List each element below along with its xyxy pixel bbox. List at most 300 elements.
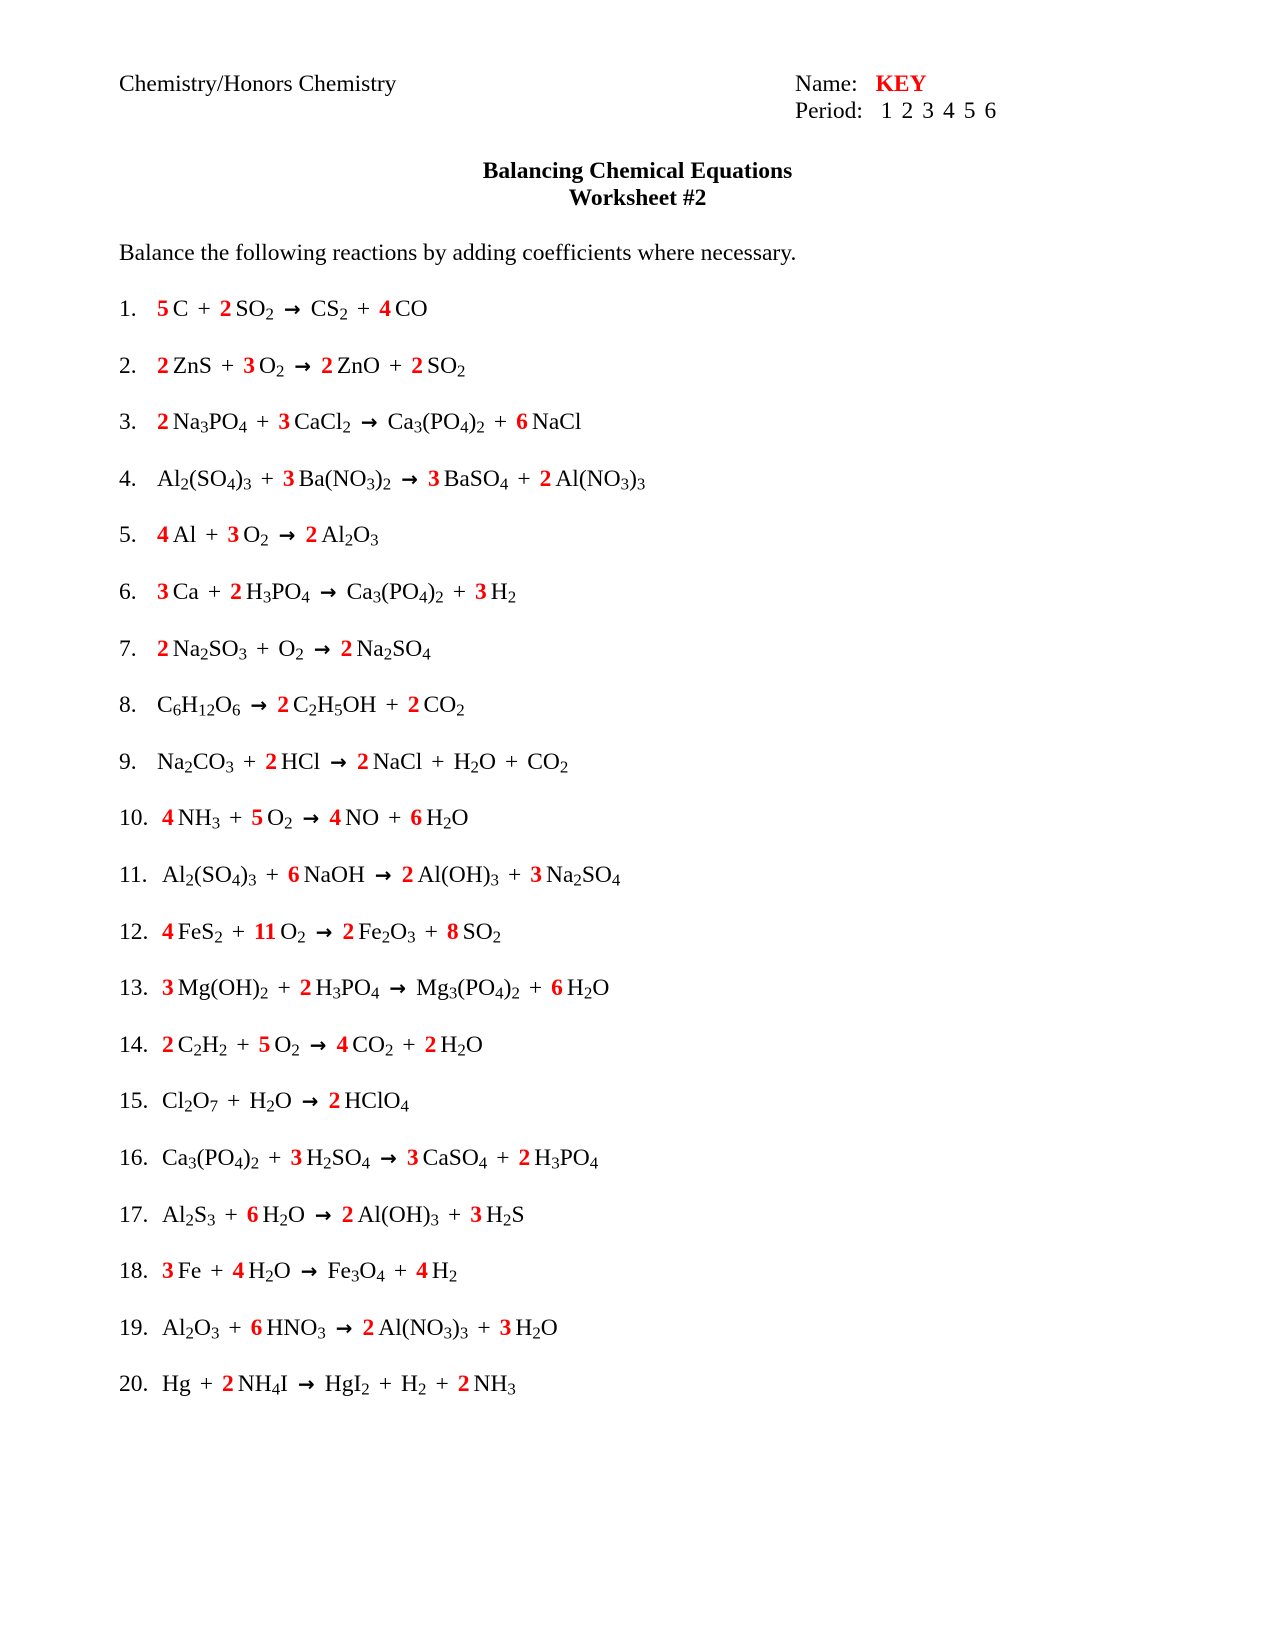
chemical-formula: HCl bbox=[280, 748, 321, 775]
coefficient: 2 bbox=[341, 1201, 354, 1228]
chemical-formula: $CS_2$ bbox=[310, 296, 348, 324]
chemical-formula: $H_2O$ bbox=[249, 1088, 292, 1117]
equation-item bbox=[119, 1143, 645, 1200]
right-arrow-icon: → bbox=[297, 1372, 315, 1397]
equation-number: 15. bbox=[119, 1088, 149, 1115]
equation-term bbox=[249, 1088, 292, 1117]
equation-term bbox=[162, 1202, 215, 1228]
equation-term bbox=[401, 1371, 426, 1397]
equation-item bbox=[119, 973, 645, 1030]
equation-item bbox=[119, 1200, 645, 1257]
chemical-formula: $H_3PO_4$ bbox=[534, 1144, 599, 1173]
coefficient: 4 bbox=[232, 1258, 245, 1285]
coefficient: 2 bbox=[340, 635, 353, 662]
chemical-formula: $C_6H_{12}O_6$ bbox=[157, 692, 241, 720]
equation-number: 19. bbox=[119, 1314, 149, 1341]
chemical-formula: NaOH bbox=[303, 861, 365, 888]
coefficient: 2 bbox=[518, 1144, 531, 1171]
plus-sign: + bbox=[227, 1088, 241, 1115]
coefficient: 2 bbox=[401, 861, 414, 888]
equation-number: 1. bbox=[119, 296, 137, 322]
equation-term bbox=[162, 919, 223, 945]
equation-item bbox=[119, 1086, 645, 1143]
equation-term bbox=[162, 862, 257, 888]
right-arrow-icon: → bbox=[309, 1032, 327, 1057]
chemical-formula: BaSO$_4$ bbox=[443, 465, 509, 494]
plus-sign: + bbox=[504, 748, 519, 775]
chemical-formula: $O_2$ bbox=[243, 522, 269, 551]
equation-term bbox=[516, 409, 581, 435]
coefficient: 4 bbox=[162, 918, 174, 945]
chemical-formula: $H_3PO_4$ bbox=[315, 975, 380, 1003]
chemical-formula: $O_2$ bbox=[280, 918, 306, 947]
equation-term bbox=[290, 1145, 370, 1171]
plus-sign: + bbox=[424, 918, 438, 945]
equation-item bbox=[119, 1030, 645, 1087]
chemical-formula: $Al(NO_3)_3$ bbox=[555, 465, 646, 494]
coefficient: 6 bbox=[287, 861, 300, 888]
equation-term bbox=[475, 579, 516, 605]
equation-term bbox=[519, 1145, 599, 1171]
plus-sign: + bbox=[256, 409, 270, 436]
equation-term bbox=[500, 1315, 558, 1341]
plus-sign: + bbox=[256, 635, 270, 662]
coefficient: 2 bbox=[539, 465, 552, 492]
equation-term bbox=[341, 636, 431, 662]
instructions: Balance the following reactions by adding coefficients where necessary. bbox=[119, 240, 797, 266]
period-options bbox=[863, 98, 996, 124]
equation-item bbox=[119, 1369, 645, 1426]
chemical-formula: $H_2O$ bbox=[453, 748, 496, 777]
name-value: KEY bbox=[875, 71, 927, 97]
equation-term bbox=[402, 862, 499, 888]
plus-sign: + bbox=[388, 352, 403, 379]
plus-sign: + bbox=[402, 1031, 416, 1058]
plus-sign: + bbox=[435, 1371, 449, 1398]
plus-sign: + bbox=[507, 861, 522, 888]
chemical-formula: $Fe_2O_3$ bbox=[358, 918, 416, 947]
equation-term bbox=[162, 1371, 191, 1397]
equation-item bbox=[119, 407, 645, 464]
title-line-2: Worksheet #2 bbox=[568, 185, 707, 211]
chemical-formula: $H_2O$ bbox=[440, 1031, 483, 1060]
coefficient: 4 bbox=[329, 805, 342, 832]
coefficient: 6 bbox=[410, 805, 423, 832]
coefficient: 3 bbox=[282, 465, 295, 492]
equation-term bbox=[327, 1258, 384, 1284]
plus-sign: + bbox=[197, 296, 211, 322]
coefficient: 2 bbox=[342, 918, 355, 945]
chemical-formula: NaCl bbox=[531, 409, 582, 436]
plus-sign: + bbox=[231, 918, 246, 945]
chemical-formula: FeS$_2$ bbox=[177, 918, 223, 947]
equation-number: 10. bbox=[119, 805, 149, 832]
equation-number: 2. bbox=[119, 352, 137, 379]
equation-term bbox=[470, 1202, 524, 1228]
plus-sign: + bbox=[378, 1371, 393, 1398]
equation-term bbox=[162, 1088, 219, 1117]
equation-item bbox=[119, 577, 645, 634]
chemical-formula: $NH_4I$ bbox=[237, 1371, 288, 1399]
chemical-formula: $Al(OH)_3$ bbox=[357, 1201, 439, 1230]
right-arrow-icon: → bbox=[315, 919, 333, 944]
right-arrow-icon: → bbox=[330, 749, 347, 774]
period-option-1: 1 bbox=[880, 98, 893, 124]
equation-term bbox=[342, 1202, 439, 1228]
coefficient: 2 bbox=[407, 692, 420, 719]
equation-term bbox=[157, 466, 252, 492]
chemical-formula: $Al_2O_3$ bbox=[162, 1314, 220, 1343]
chemical-formula: $H_2SO_4$ bbox=[306, 1144, 371, 1173]
plus-sign: + bbox=[229, 805, 243, 832]
equation-term bbox=[157, 522, 196, 548]
chemical-formula: NaCl bbox=[372, 748, 423, 775]
coefficient: 2 bbox=[230, 578, 242, 605]
equation-term bbox=[329, 805, 379, 831]
chemical-formula: $Na_2SO_4$ bbox=[356, 635, 431, 664]
chemical-formula: $Cl_2O_7$ bbox=[162, 1088, 219, 1117]
plus-sign: + bbox=[228, 1314, 242, 1341]
equation-term bbox=[342, 919, 415, 945]
coefficient: 3 bbox=[406, 1144, 419, 1171]
chemical-formula: $Ba(NO_3)_2$ bbox=[298, 465, 392, 494]
chemical-formula: $HNO_3$ bbox=[266, 1314, 326, 1343]
coefficient: 6 bbox=[246, 1201, 259, 1228]
equation-number: 4. bbox=[119, 465, 137, 492]
chemical-formula: $Ca_3(PO_4)_2$ bbox=[162, 1144, 260, 1173]
chemical-formula: Ca bbox=[172, 578, 199, 605]
plus-sign: + bbox=[277, 975, 291, 1002]
chemical-formula: ZnO bbox=[336, 352, 380, 379]
equation-term bbox=[305, 522, 379, 551]
coefficient: 2 bbox=[219, 296, 232, 322]
chemical-formula: $CO_2$ bbox=[527, 748, 569, 777]
equation-term bbox=[416, 975, 520, 1001]
coefficient: 4 bbox=[416, 1258, 428, 1285]
chemical-formula: $Al_2(SO_4)_3$ bbox=[157, 465, 252, 494]
chemical-formula: Hg bbox=[162, 1371, 191, 1398]
plus-sign: + bbox=[265, 861, 279, 888]
equation-term bbox=[251, 805, 293, 834]
right-arrow-icon: → bbox=[335, 1315, 353, 1340]
chemical-formula: CaSO$_4$ bbox=[422, 1144, 488, 1173]
coefficient: 4 bbox=[336, 1031, 349, 1058]
coefficient: 5 bbox=[258, 1031, 271, 1058]
chemical-formula: $H_2O$ bbox=[566, 975, 610, 1003]
plus-sign: + bbox=[268, 1144, 282, 1171]
coefficient: 3 bbox=[162, 1258, 174, 1285]
right-arrow-icon: → bbox=[294, 353, 312, 378]
coefficient: 2 bbox=[157, 409, 169, 436]
equation-term bbox=[411, 353, 465, 379]
coefficient: 2 bbox=[424, 1031, 437, 1058]
coefficient: 3 bbox=[157, 578, 169, 605]
equation-term bbox=[157, 749, 234, 775]
coefficient: 6 bbox=[250, 1314, 263, 1341]
chemical-formula: NO bbox=[345, 805, 380, 832]
equation-term bbox=[407, 1145, 487, 1171]
chemical-formula: $NH_3$ bbox=[177, 805, 221, 834]
right-arrow-icon: → bbox=[401, 466, 418, 491]
equation-term bbox=[388, 409, 485, 435]
equation-term bbox=[265, 749, 320, 775]
plus-sign: + bbox=[199, 1371, 213, 1398]
equation-term bbox=[277, 692, 376, 718]
right-arrow-icon: → bbox=[374, 862, 392, 887]
equation-term bbox=[300, 975, 380, 1001]
chemical-formula: $SO_2$ bbox=[235, 296, 274, 324]
right-arrow-icon: → bbox=[300, 1259, 318, 1284]
equation-number: 13. bbox=[119, 975, 149, 1002]
chemical-formula: $Al(OH)_3$ bbox=[417, 861, 499, 890]
chemical-formula: $Na_2SO_4$ bbox=[546, 861, 621, 890]
equation-term bbox=[454, 749, 496, 775]
chemical-formula: $Fe_3O_4$ bbox=[327, 1258, 385, 1286]
equation-term bbox=[363, 1315, 469, 1341]
equation-term bbox=[157, 692, 240, 718]
equation-item bbox=[119, 860, 645, 917]
plus-sign: + bbox=[393, 1258, 408, 1285]
coefficient: 8 bbox=[446, 918, 459, 945]
chemical-formula: $H_2$ bbox=[490, 578, 517, 607]
equation-term bbox=[530, 862, 620, 888]
equation-term bbox=[162, 975, 268, 1001]
right-arrow-icon: → bbox=[278, 523, 296, 548]
equation-term bbox=[540, 466, 646, 492]
plus-sign: + bbox=[388, 805, 402, 832]
coefficient: 5 bbox=[251, 805, 264, 832]
right-arrow-icon: → bbox=[314, 1202, 332, 1227]
chemical-formula: $Na_2SO_3$ bbox=[172, 635, 248, 664]
chemical-formula: $C_2H_2$ bbox=[177, 1031, 228, 1060]
coefficient: 5 bbox=[157, 296, 169, 322]
equation-term bbox=[162, 1032, 227, 1058]
equation-item bbox=[119, 634, 645, 691]
coefficient: 2 bbox=[328, 1088, 341, 1115]
chemical-formula: $Na_2CO_3$ bbox=[157, 748, 234, 777]
coefficient: 2 bbox=[362, 1314, 375, 1341]
plus-sign: + bbox=[260, 465, 274, 492]
chemical-formula: $O_2$ bbox=[267, 805, 293, 834]
plus-sign: + bbox=[210, 1258, 224, 1285]
coefficient: 3 bbox=[243, 352, 255, 379]
coefficient: 3 bbox=[427, 465, 440, 492]
chemical-formula: C bbox=[172, 296, 189, 322]
equation-term bbox=[278, 636, 303, 662]
equation-term bbox=[162, 1315, 219, 1341]
equation-term bbox=[428, 466, 508, 492]
equation-number: 8. bbox=[119, 692, 137, 719]
coefficient: 2 bbox=[356, 748, 369, 775]
page-title bbox=[0, 158, 1275, 212]
equation-term bbox=[157, 636, 247, 662]
equation-term bbox=[157, 296, 188, 322]
chemical-formula: $H_2O$ bbox=[262, 1201, 305, 1230]
coefficient: 3 bbox=[227, 522, 240, 549]
right-arrow-icon: → bbox=[283, 297, 301, 321]
chemical-formula: CO bbox=[394, 296, 428, 322]
chemical-formula: $Na_3PO_4$ bbox=[172, 409, 248, 437]
equation-term bbox=[157, 579, 199, 605]
chemical-formula: $O_2$ bbox=[258, 352, 285, 381]
period-label: Period: bbox=[795, 98, 863, 124]
equation-item bbox=[119, 1313, 645, 1370]
period-option-3: 3 bbox=[922, 98, 935, 124]
coefficient: 2 bbox=[411, 352, 423, 379]
equation-number: 9. bbox=[119, 748, 137, 775]
coefficient: 3 bbox=[499, 1314, 512, 1341]
coefficient: 4 bbox=[157, 522, 169, 549]
chemical-formula: $H_2$ bbox=[401, 1371, 427, 1399]
chemical-formula: HClO$_4$ bbox=[344, 1088, 409, 1117]
right-arrow-icon: → bbox=[250, 693, 268, 718]
plus-sign: + bbox=[452, 578, 467, 605]
equation-number: 18. bbox=[119, 1258, 149, 1285]
plus-sign: + bbox=[517, 465, 531, 492]
equation-term bbox=[233, 1258, 291, 1284]
chemical-formula: $Ca_3(PO_4)_2$ bbox=[387, 409, 485, 437]
equation-term bbox=[288, 862, 365, 888]
equation-term bbox=[347, 579, 444, 605]
chemical-formula: $C_2H_5OH$ bbox=[292, 692, 377, 720]
title-line-1: Balancing Chemical Equations bbox=[482, 158, 793, 184]
equation-number: 5. bbox=[119, 522, 137, 549]
coefficient: 6 bbox=[516, 409, 528, 436]
chemical-formula: $CO_2$ bbox=[423, 692, 465, 720]
chemical-formula: $Mg(OH)_2$ bbox=[177, 975, 269, 1003]
period-option-4: 4 bbox=[943, 98, 955, 124]
equation-term bbox=[227, 522, 269, 551]
coefficient: 2 bbox=[321, 352, 333, 379]
period-line bbox=[795, 98, 996, 125]
equation-item bbox=[119, 803, 645, 860]
coefficient: 6 bbox=[551, 975, 563, 1002]
right-arrow-icon: → bbox=[360, 410, 378, 435]
plus-sign: + bbox=[477, 1314, 491, 1341]
coefficient: 2 bbox=[222, 1371, 234, 1398]
coefficient: 2 bbox=[265, 748, 277, 775]
coefficient: 11 bbox=[254, 918, 277, 945]
equation-item bbox=[119, 520, 645, 577]
plus-sign: + bbox=[385, 692, 399, 719]
plus-sign: + bbox=[207, 578, 222, 605]
equation-item bbox=[119, 294, 645, 351]
plus-sign: + bbox=[236, 1031, 250, 1058]
equation-term bbox=[220, 296, 274, 322]
coefficient: 2 bbox=[157, 352, 169, 379]
coefficient: 3 bbox=[530, 861, 542, 888]
plus-sign: + bbox=[493, 409, 508, 436]
equation-term bbox=[447, 919, 501, 945]
coefficient: 2 bbox=[277, 692, 289, 719]
chemical-formula: CaCl$_2$ bbox=[294, 409, 351, 437]
chemical-formula: $H_3PO_4$ bbox=[245, 578, 310, 607]
equation-term bbox=[357, 749, 422, 775]
equation-term bbox=[527, 749, 568, 775]
coefficient: 3 bbox=[278, 409, 291, 436]
plus-sign: + bbox=[220, 352, 235, 379]
equation-term bbox=[458, 1371, 516, 1397]
equation-number: 7. bbox=[119, 635, 137, 662]
chemical-formula: $CO_2$ bbox=[352, 1031, 394, 1060]
chemical-formula: Al bbox=[172, 522, 197, 549]
equation-item bbox=[119, 1256, 645, 1313]
equation-item bbox=[119, 747, 645, 804]
chemical-formula: $Al(NO_3)_3$ bbox=[378, 1314, 469, 1343]
coefficient: 4 bbox=[162, 805, 174, 832]
equation-item bbox=[119, 690, 645, 747]
equation-number: 3. bbox=[119, 409, 137, 436]
course-label: Chemistry/Honors Chemistry bbox=[119, 71, 397, 97]
equation-number: 14. bbox=[119, 1031, 149, 1058]
equation-number: 17. bbox=[119, 1201, 149, 1228]
equation-term bbox=[410, 805, 469, 834]
plus-sign: + bbox=[356, 296, 371, 322]
plus-sign: + bbox=[224, 1201, 238, 1228]
equation-item bbox=[119, 351, 645, 408]
chemical-formula: ZnS bbox=[172, 352, 212, 379]
equation-term bbox=[379, 296, 427, 322]
equation-term bbox=[162, 805, 221, 834]
chemical-formula: $NH_3$ bbox=[473, 1371, 516, 1399]
right-arrow-icon: → bbox=[301, 1089, 319, 1114]
equation-term bbox=[311, 296, 348, 322]
name-label: Name: bbox=[795, 71, 858, 97]
plus-sign: + bbox=[528, 975, 543, 1002]
right-arrow-icon: → bbox=[389, 976, 407, 1001]
right-arrow-icon: → bbox=[319, 579, 337, 604]
plus-sign: + bbox=[242, 748, 257, 775]
chemical-formula: $H_2O$ bbox=[248, 1258, 291, 1286]
chemical-formula: $Al_2O_3$ bbox=[321, 522, 379, 551]
equation-item bbox=[119, 917, 645, 974]
equation-item bbox=[119, 464, 645, 521]
equation-term bbox=[254, 919, 306, 945]
plus-sign: + bbox=[447, 1201, 462, 1228]
equation-term bbox=[162, 1145, 259, 1171]
equation-term bbox=[416, 1258, 457, 1284]
chemical-formula: $Al_2(SO_4)_3$ bbox=[162, 861, 257, 890]
coefficient: 3 bbox=[162, 975, 174, 1002]
chemical-formula: $O_2$ bbox=[278, 635, 304, 664]
equation-term bbox=[425, 1032, 483, 1058]
plus-sign: + bbox=[496, 1144, 510, 1171]
coefficient: 2 bbox=[157, 635, 169, 662]
chemical-formula: $SO_2$ bbox=[462, 918, 502, 947]
coefficient: 2 bbox=[162, 1031, 174, 1058]
equation-term bbox=[283, 466, 391, 492]
chemical-formula: Fe bbox=[177, 1258, 202, 1285]
period-option-5: 5 bbox=[963, 98, 976, 124]
equation-term bbox=[278, 409, 351, 435]
coefficient: 2 bbox=[457, 1371, 470, 1398]
coefficient: 2 bbox=[299, 975, 312, 1002]
equation-term bbox=[325, 1371, 370, 1397]
equation-number: 16. bbox=[119, 1144, 149, 1171]
chemical-formula: $Al_2S_3$ bbox=[162, 1201, 216, 1230]
equation-list bbox=[119, 294, 645, 1426]
equation-term bbox=[162, 1258, 201, 1284]
equation-term bbox=[408, 692, 465, 718]
equation-term bbox=[157, 409, 247, 435]
plus-sign: + bbox=[431, 748, 445, 775]
name-line bbox=[795, 71, 996, 98]
equation-term bbox=[551, 975, 609, 1001]
coefficient: 3 bbox=[475, 578, 487, 605]
equation-number: 6. bbox=[119, 578, 137, 605]
chemical-formula: $O_2$ bbox=[274, 1031, 300, 1060]
coefficient: 2 bbox=[305, 522, 318, 549]
